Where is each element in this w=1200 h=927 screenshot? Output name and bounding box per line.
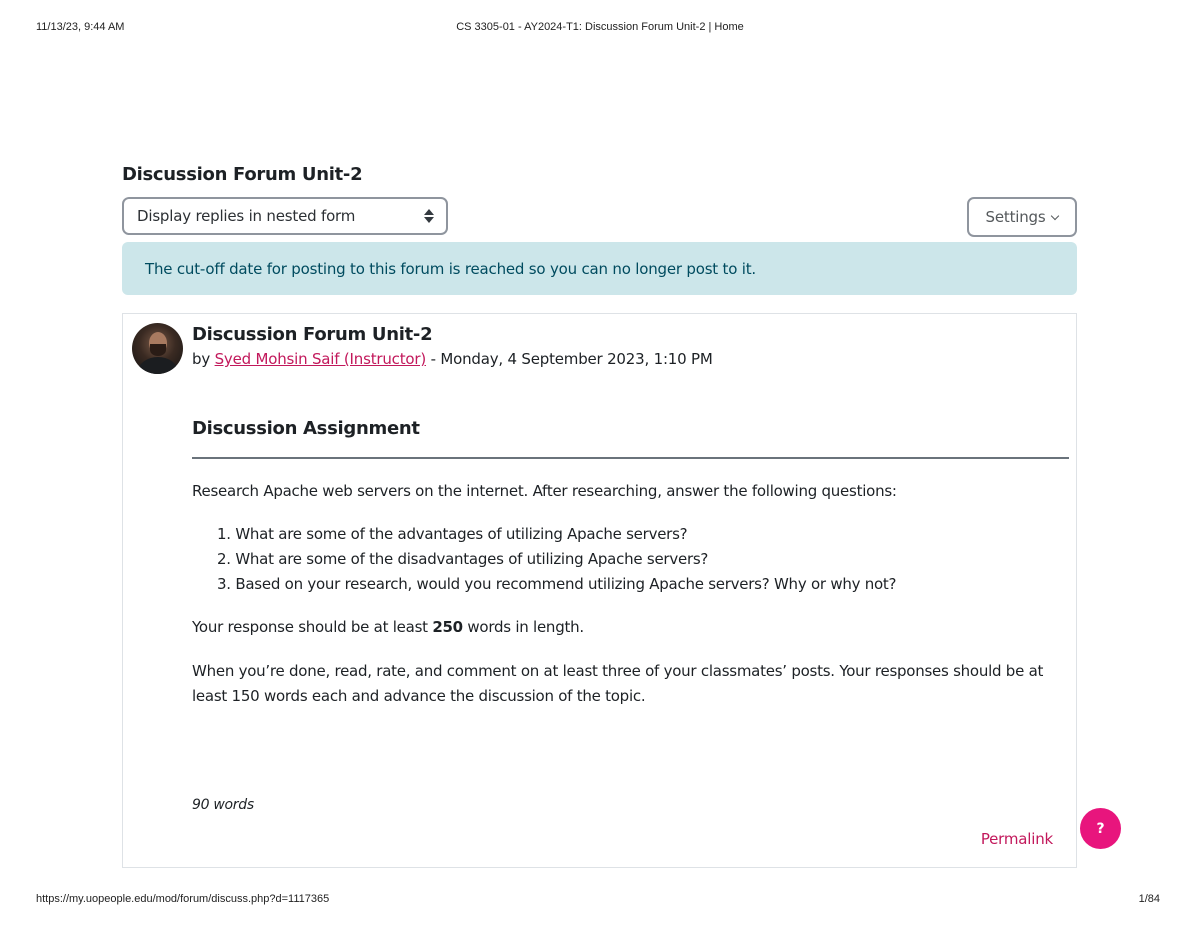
list-item: 3. Based on your research, would you recommend utilizing Apache servers? Why or why not?: [217, 575, 897, 593]
avatar[interactable]: [132, 323, 183, 374]
word-minimum: 250: [432, 618, 463, 636]
help-button[interactable]: [1080, 808, 1121, 849]
print-page-number: 1/84: [1138, 893, 1160, 905]
display-mode-value: Display replies in nested form: [137, 207, 356, 225]
word-count: 90 words: [192, 797, 254, 813]
intro-paragraph: Research Apache web servers on the internet. After researching, answer the following questions:: [192, 482, 897, 500]
instructions-paragraph: When you’re done, read, rate, and comment on at least three of your classmates’ posts. Your responses should be at least 150 words each and advance the discussion of the topic.: [192, 662, 1044, 705]
post-date: - Monday, 4 September 2023, 1:10 PM: [426, 350, 713, 368]
question-list: [217, 522, 896, 597]
list-item: 1. What are some of the advantages of utilizing Apache servers?: [217, 525, 688, 543]
print-page-title: CS 3305-01 - AY2024-T1: Discussion Forum Unit-2 | Home: [456, 21, 744, 33]
post-byline: [192, 350, 713, 368]
cutoff-alert-text: The cut-off date for posting to this forum is reached so you can no longer post to it.: [145, 259, 756, 278]
display-mode-select[interactable]: [122, 197, 448, 235]
length-requirement: Your response should be at least 250 words in length.: [192, 618, 584, 636]
heading-divider: [192, 457, 1069, 459]
settings-button[interactable]: [967, 197, 1077, 237]
byline-prefix: by: [192, 350, 215, 368]
forum-title: Discussion Forum Unit-2: [122, 164, 363, 185]
print-url: https://my.uopeople.edu/mod/forum/discuss.php?d=1117365: [36, 893, 330, 905]
forum-post: [122, 313, 1077, 868]
question-icon: ?: [1096, 820, 1105, 837]
cutoff-alert: [122, 242, 1077, 295]
chevron-down-icon: [1051, 211, 1059, 219]
permalink-link[interactable]: Permalink: [980, 830, 1053, 848]
post-title: Discussion Forum Unit-2: [192, 324, 433, 345]
list-item: 2. What are some of the disadvantages of utilizing Apache servers?: [217, 550, 709, 568]
assignment-heading: Discussion Assignment: [192, 418, 420, 439]
settings-label: Settings: [985, 208, 1046, 226]
author-link[interactable]: Syed Mohsin Saif (Instructor): [214, 350, 426, 368]
print-datetime: 11/13/23, 9:44 AM: [36, 21, 125, 33]
sort-updown-icon: [424, 208, 434, 224]
